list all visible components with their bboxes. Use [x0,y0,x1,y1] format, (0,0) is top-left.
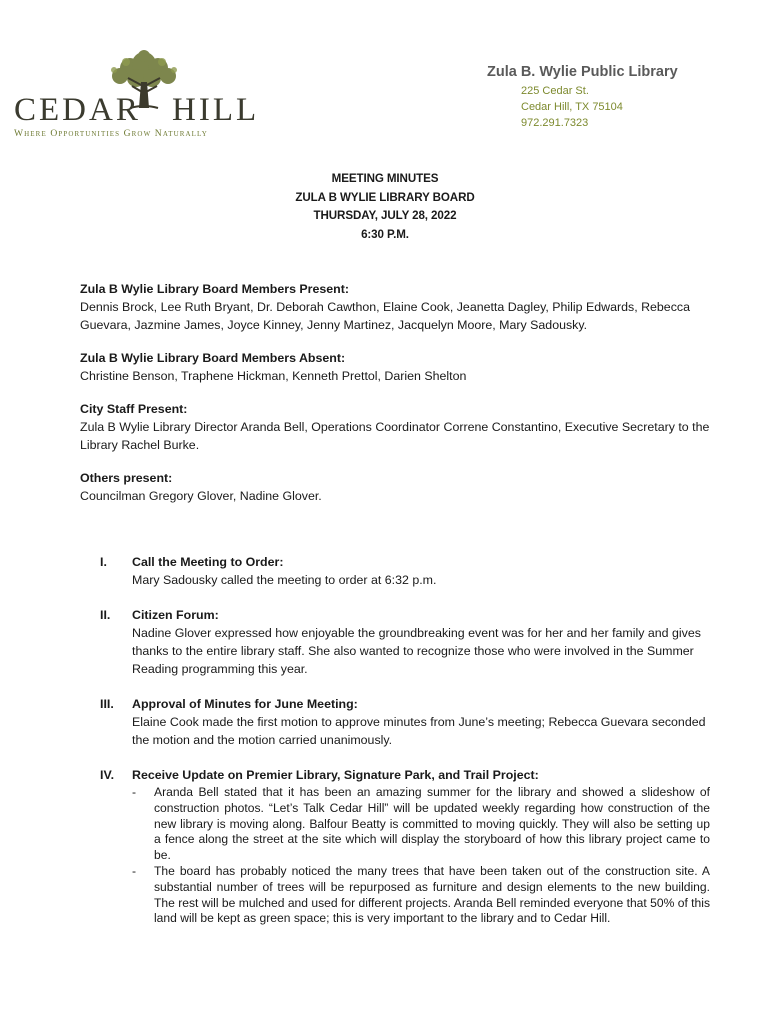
agenda-item [80,553,710,589]
agenda-item-body: Elaine Cook made the first motion to approve minutes from June’s meeting; Rebecca Guevara seconded the motion and the motion carried unanimously. [132,715,706,747]
logo-word-hill: HILL [172,92,260,128]
agenda-list [80,553,710,944]
bullet-text: The board has probably noticed the many trees that have been taken out of the construction site. A substantial number of trees will be repurposed as furniture and design elements to the new building. The rest will be mulched and used for different projects. Aranda Bell reminded everyone that 50% of this land will be kept as green space; this is very important to the library and to Cedar Hill. [154,863,710,926]
logo-tagline: Where Opportunities Grow Naturally [14,128,208,139]
bullet-item [132,864,710,927]
agenda-item-heading: Receive Update on Premier Library, Signature Park, and Trail Project: [132,768,539,782]
agenda-item-heading: Citizen Forum: [132,608,219,622]
agenda-item-body: Nadine Glover expressed how enjoyable the groundbreaking event was for her and her family and gives thanks to the entire library staff. She also wanted to recognize those who were involved in the Summer Reading programming this year. [132,626,701,676]
document-title [0,170,770,244]
agenda-item-number: IV. [100,768,115,782]
bullet-dash: - [132,863,137,878]
library-street: 225 Cedar St. [521,85,589,97]
agenda-item-number: II. [100,608,111,622]
bullet-item [132,785,710,864]
members-present-heading: Zula B Wylie Library Board Members Present: [80,282,350,296]
title-line-2: ZULA B WYLIE LIBRARY BOARD [295,190,475,204]
members-present [80,280,710,334]
title-line-1: MEETING MINUTES [331,172,439,185]
agenda-item-heading: Call the Meeting to Order: [132,555,284,569]
bullet-dash: - [132,785,137,799]
agenda-item [80,695,710,749]
members-absent [80,349,710,385]
members-present-list: Dennis Brock, Lee Ruth Bryant, Dr. Deborah Cawthon, Elaine Cook, Jeanetta Dagley, Philip Edwards, Rebecca Guevara, Jazmine James, Joyce Kinney, Jenny Martinez, Jacquelyn Moore, Mary Sadousky. [80,300,690,332]
agenda-item [80,766,710,927]
agenda-item [80,606,710,678]
cedar-hill-logo [12,50,260,142]
agenda-item-heading: Approval of Minutes for June Meeting: [132,697,358,711]
members-absent-list: Christine Benson, Traphene Hickman, Kenneth Prettol, Darien Shelton [80,369,467,383]
others-present-heading: Others present: [80,471,173,485]
city-staff-heading: City Staff Present: [80,402,188,416]
others-present-list: Councilman Gregory Glover, Nadine Glover. [80,489,322,503]
library-address-block [487,64,678,132]
logo-word-cedar: CEDAR [14,92,141,128]
members-absent-heading: Zula B Wylie Library Board Members Absent: [80,351,346,365]
title-line-3: THURSDAY, JULY 28, 2022 [313,209,457,222]
bullet-text: Aranda Bell stated that it has been an amazing summer for the library and showed a slideshow of construction photos. “Let’s Talk Cedar Hill” will be updated weekly regarding how construction of the new library is moving along. Balfour Beatty is committed to moving quickly. They will also be setting up a fence along the street at the site which will display the storyboard of how this library project came to be. [154,785,710,863]
library-phone: 972.291.7323 [521,117,589,129]
city-staff-list: Zula B Wylie Library Director Aranda Bell, Operations Coordinator Correne Constantino, Executive Secretary to the Library Rachel Burke. [80,420,710,452]
others-present [80,469,710,505]
agenda-item-number: III. [100,697,114,711]
agenda-item-number: I. [100,555,107,569]
agenda-item-body: Mary Sadousky called the meeting to order at 6:32 p.m. [132,573,437,587]
library-name: Zula B. Wylie Public Library [487,64,678,80]
title-line-4: 6:30 P.M. [361,227,409,241]
city-staff-present [80,400,710,454]
agenda-item-bullets [132,785,710,927]
library-city: Cedar Hill, TX 75104 [521,101,623,113]
attendance-section [80,280,710,520]
